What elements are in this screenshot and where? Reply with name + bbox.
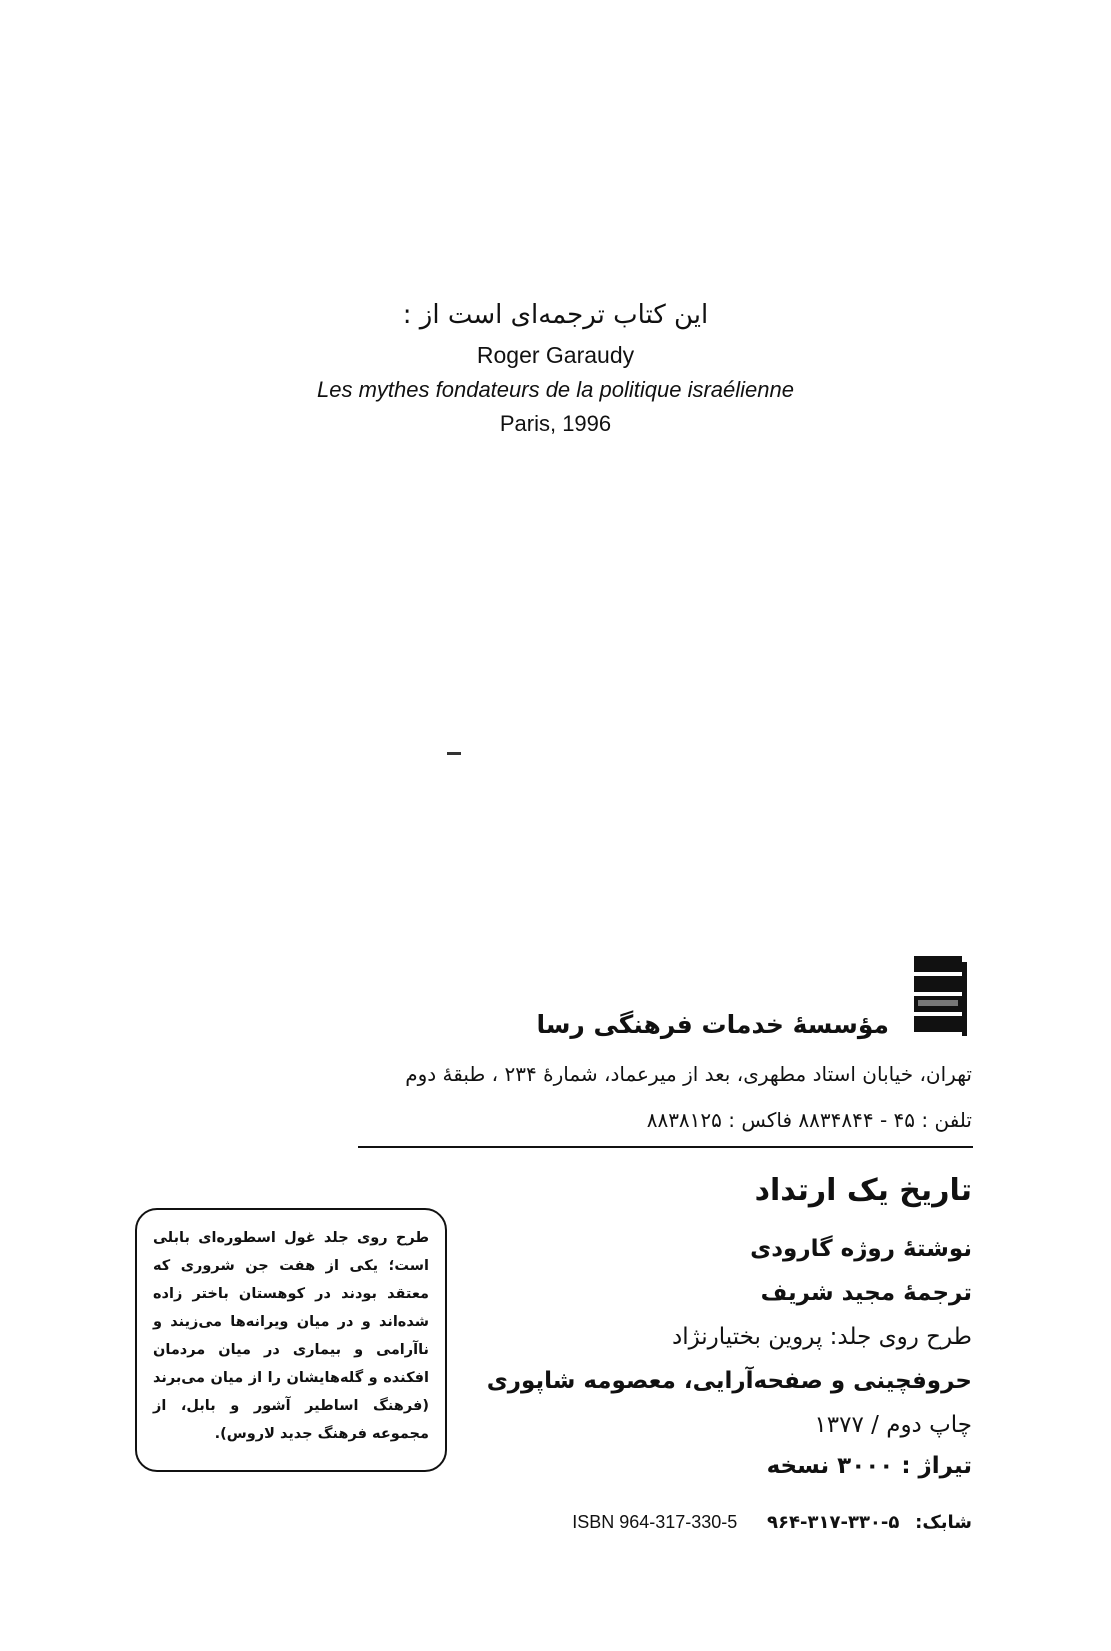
isbn-persian-number: ۵-۳۳۰-۳۱۷-۹۶۴ <box>767 1512 900 1533</box>
translator-credit: ترجمهٔ مجید شریف <box>760 1280 972 1306</box>
isbn-row <box>572 1512 972 1533</box>
isbn-english: ISBN 964-317-330-5 <box>572 1512 738 1532</box>
original-edition-heading: این کتاب ترجمه‌ای است از : <box>402 300 709 330</box>
original-edition-block <box>0 300 1111 437</box>
publisher-name: مؤسسهٔ خدمات فرهنگی رسا <box>536 1010 889 1039</box>
publisher-phone-fax: تلفن : ۴۵ - ۸۸۳۴۸۴۴ فاکس : ۸۸۳۸۱۲۵ <box>646 1108 972 1132</box>
edition-info: چاپ دوم / ۱۳۷۷ <box>814 1412 972 1438</box>
stray-mark <box>447 752 461 755</box>
cover-design-credit: طرح روی جلد: پروین بختیارنژاد <box>671 1324 972 1350</box>
original-author: Roger Garaudy <box>476 342 635 368</box>
book-title: تاریخ یک ارتداد <box>754 1173 972 1208</box>
publisher-logo-icon <box>910 952 970 1044</box>
publisher-address: تهران، خیابان استاد مطهری، بعد از میرعماد، شمارهٔ ۲۳۴ ، طبقهٔ دوم <box>405 1062 972 1086</box>
divider <box>358 1146 973 1148</box>
print-run: تیراژ : ۳۰۰۰ نسخه <box>766 1453 972 1479</box>
typesetting-credit: حروفچینی و صفحه‌آرایی، معصومه شاپوری <box>486 1368 972 1394</box>
author-credit: نوشتهٔ روژه گارودی <box>750 1236 972 1262</box>
original-place-year: Paris, 1996 <box>499 411 612 436</box>
original-title: Les mythes fondateurs de la politique israélienne <box>317 377 794 402</box>
cover-caption-box <box>135 1208 447 1472</box>
cover-caption-text: طرح روی جلد غول اسطوره‌ای بابلی است؛ یکی از هفت جن شروری که معتقد بودند در کوهستان باختر زاده شده‌اند و در میان ویرانه‌ها می‌زیند و ناآرامی و بیماری در میان مردمان افکنده و گله‌هایشان را از میان می‌برند (فرهنگ اساطیر آشور و بابل، از مجموعه فرهنگ جدید لاروس). <box>153 1230 429 1442</box>
isbn-persian-label: شابک: <box>915 1512 972 1533</box>
